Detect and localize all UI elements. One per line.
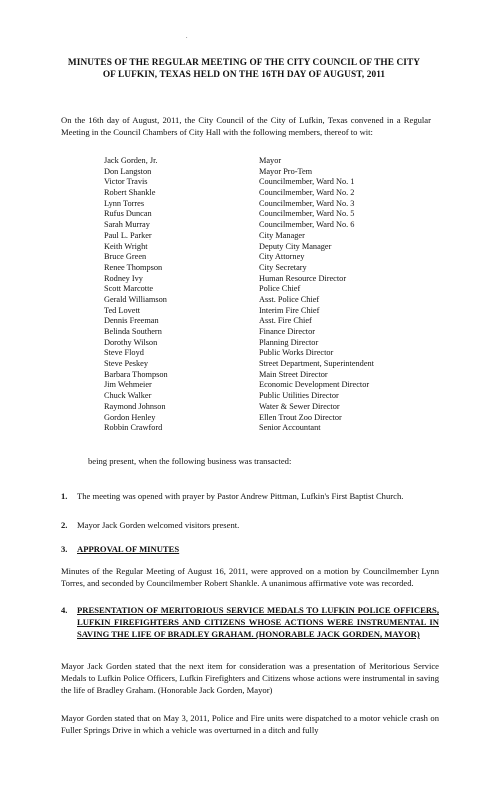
- item-number: 4.: [61, 605, 68, 615]
- document-title: MINUTES OF THE REGULAR MEETING OF THE CITY COUNCIL OF THE CITY OF LUFKIN, TEXAS HELD ON THE 16TH DAY OF AUGUST, 2011: [67, 58, 421, 80]
- roster-row: [104, 370, 404, 381]
- roster-row: [104, 423, 404, 434]
- item-heading: PRESENTATION OF MERITORIOUS SERVICE MEDALS TO LUFKIN POLICE OFFICERS, LUFKIN FIREFIGHTERS AND CITIZENS WHOSE ACTIONS WERE INSTRUMENTAL IN SAVING THE LIFE OF BRADLEY GRAHAM. (HONORABLE JACK GORDEN, MAYOR): [77, 605, 439, 639]
- presentation-paragraph: Mayor Jack Gorden stated that the next item for consideration was a presentation of Meritorious Service Medals to Lufkin Police Officers, Lufkin Firefighters and Citizens whose actions were instrumental in saving the life of Bradley Graham. (Honorable Jack Gorden, Mayor): [61, 661, 439, 695]
- attendee-title: Asst. Fire Chief: [259, 316, 312, 326]
- attendee-name: Dennis Freeman: [104, 316, 159, 326]
- roster-row: [104, 402, 404, 413]
- attendee-title: Deputy City Manager: [259, 241, 332, 251]
- attendee-name: Victor Travis: [104, 177, 148, 187]
- roster-row: [104, 274, 404, 285]
- roster-row: [104, 348, 404, 359]
- roster-row: [104, 167, 404, 178]
- roster-row: [104, 177, 404, 188]
- attendee-name: Don Langston: [104, 166, 152, 176]
- attendee-name: Jim Wehmeier: [104, 380, 152, 390]
- roster-row: [104, 391, 404, 402]
- attendee-name: Gerald Williamson: [104, 294, 167, 304]
- attendee-name: Rodney Ivy: [104, 273, 143, 283]
- roster-row: [104, 327, 404, 338]
- incident-paragraph: Mayor Gorden stated that on May 3, 2011, Police and Fire units were dispatched to a motor vehicle crash on Fuller Springs Drive in which a vehicle was overturned in a ditch and fully: [61, 713, 439, 735]
- item-text: Mayor Jack Gorden welcomed visitors present.: [77, 520, 240, 530]
- being-present-line: being present, when the following business was transacted:: [88, 456, 292, 466]
- attendee-name: Steve Floyd: [104, 348, 144, 358]
- attendee-name: Raymond Johnson: [104, 401, 166, 411]
- roster-row: [104, 231, 404, 242]
- attendee-title: Main Street Director: [259, 369, 328, 379]
- item-number: 3.: [61, 544, 68, 554]
- roster-row: [104, 209, 404, 220]
- roster-row: [104, 380, 404, 391]
- roster-row: [104, 242, 404, 253]
- roster-row: [104, 263, 404, 274]
- roster-row: [104, 338, 404, 349]
- attendee-title: Interim Fire Chief: [259, 305, 320, 315]
- attendee-name: Robbin Crawford: [104, 423, 163, 433]
- roster-row: [104, 284, 404, 295]
- attendee-title: City Secretary: [259, 262, 307, 272]
- attendee-name: Sarah Murray: [104, 220, 150, 230]
- roster-row: [104, 220, 404, 231]
- minutes-approval-paragraph: Minutes of the Regular Meeting of August 16, 2011, were approved on a motion by Councilmember Lynn Torres, and seconded by Councilmember Robert Shankle. A unanimous affirmative vote was recorded.: [61, 566, 439, 588]
- attendee-name: Keith Wright: [104, 241, 148, 251]
- roster-row: [104, 295, 404, 306]
- attendee-title: Human Resource Director: [259, 273, 347, 283]
- scan-mark: .: [186, 34, 188, 40]
- attendee-title: Councilmember, Ward No. 3: [259, 198, 355, 208]
- item-number: 2.: [61, 520, 68, 530]
- attendee-title: Councilmember, Ward No. 2: [259, 188, 355, 198]
- attendee-name: Ted Lovett: [104, 305, 141, 315]
- attendee-title: City Manager: [259, 230, 305, 240]
- attendee-title: Mayor Pro-Tem: [259, 166, 313, 176]
- item-text: The meeting was opened with prayer by Pastor Andrew Pittman, Lufkin's First Baptist Church.: [77, 491, 404, 501]
- attendee-title: Street Department, Superintendent: [259, 359, 374, 369]
- attendee-title: Water & Sewer Director: [259, 401, 340, 411]
- attendee-title: Planning Director: [259, 337, 319, 347]
- attendee-title: Economic Development Director: [259, 380, 370, 390]
- attendee-name: Lynn Torres: [104, 198, 145, 208]
- attendee-title: Senior Accountant: [259, 423, 321, 433]
- attendee-title: Ellen Trout Zoo Director: [259, 412, 342, 422]
- attendee-name: Chuck Walker: [104, 391, 152, 401]
- attendee-title: Councilmember, Ward No. 1: [259, 177, 355, 187]
- attendee-name: Gordon Henley: [104, 412, 156, 422]
- attendee-name: Paul L. Parker: [104, 230, 152, 240]
- roster-row: [104, 199, 404, 210]
- attendee-title: Police Chief: [259, 284, 301, 294]
- intro-paragraph: On the 16th day of August, 2011, the City Council of the City of Lufkin, Texas convened in a Regular Meeting in the Council Chambers of City Hall with the following members, thereof to wit:: [61, 115, 431, 137]
- attendee-title: Councilmember, Ward No. 6: [259, 220, 355, 230]
- roster-row: [104, 413, 404, 424]
- attendee-name: Bruce Green: [104, 252, 147, 262]
- attendee-name: Rufus Duncan: [104, 209, 152, 219]
- roster-row: [104, 156, 404, 167]
- roster-row: [104, 359, 404, 370]
- attendee-title: City Attorney: [259, 252, 305, 262]
- item-number: 1.: [61, 491, 68, 501]
- attendee-name: Dorothy Wilson: [104, 337, 158, 347]
- attendee-name: Scott Marcotte: [104, 284, 154, 294]
- item-heading: APPROVAL OF MINUTES: [77, 544, 180, 554]
- attendee-name: Steve Peskey: [104, 359, 149, 369]
- attendee-name: Jack Gorden, Jr.: [104, 156, 158, 165]
- attendee-title: Councilmember, Ward No. 5: [259, 209, 355, 219]
- attendee-title: Mayor: [259, 156, 282, 165]
- roster-row: [104, 188, 404, 199]
- attendee-title: Asst. Police Chief: [259, 294, 320, 304]
- roster-row: [104, 252, 404, 263]
- attendee-roster: [104, 156, 404, 434]
- attendee-name: Robert Shankle: [104, 188, 156, 198]
- attendee-title: Public Works Director: [259, 348, 334, 358]
- roster-row: [104, 316, 404, 327]
- attendee-name: Belinda Southern: [104, 327, 162, 336]
- attendee-title: Finance Director: [259, 327, 315, 336]
- roster-row: [104, 306, 404, 317]
- attendee-title: Public Utilities Director: [259, 391, 339, 401]
- attendee-name: Renee Thompson: [104, 262, 163, 272]
- attendee-name: Barbara Thompson: [104, 369, 168, 379]
